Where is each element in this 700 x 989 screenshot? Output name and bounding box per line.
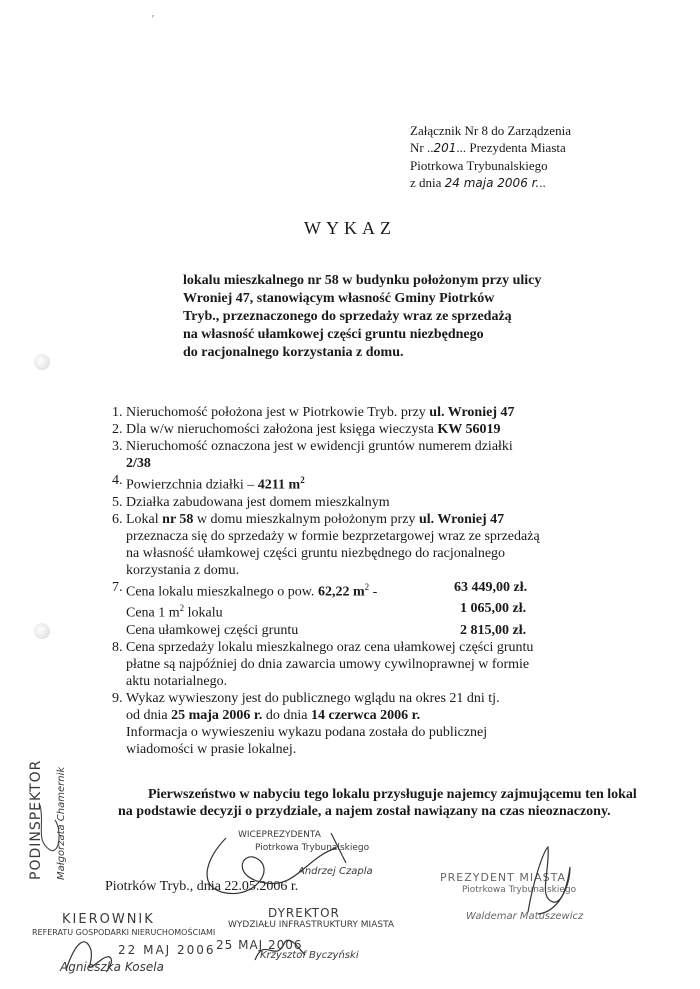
priority-note: Pierwszeństwo w nabyciu tego lokalu przysługuje najemcy zajmującemu ten lokal na podstawie decyzji o przydziale, a najem został nawiązany na czas nieoznaczony.: [118, 787, 637, 819]
stamp-dyrektor-title: DYREKTOR: [268, 906, 340, 920]
header-line-3: Piotrkowa Trybunalskiego: [410, 158, 548, 173]
subject-line: do racjonalnego korzystania z domu.: [183, 345, 404, 360]
header-line-2: Nr ..201... Prezydenta Miasta: [410, 140, 566, 155]
date-stamp-2: 25 MAJ 2006: [216, 938, 303, 952]
date-stamp-1: 22 MAJ 2006: [118, 943, 216, 957]
subject-line: lokalu mieszkalnego nr 58 w budynku położonym przy ulicy: [183, 273, 542, 288]
subject-line: Tryb., przeznaczonego do sprzedaży wraz ze sprzedażą: [183, 309, 512, 324]
signature-podinspektor: [30, 800, 70, 860]
punch-hole-top: [34, 354, 50, 370]
price-per-m2: 1 065,00 zł.: [460, 601, 527, 617]
price-flat: 63 449,00 zł.: [454, 579, 528, 595]
signature-dyrektor: [250, 930, 310, 970]
stamp-vice-title: WICEPREZYDENTA: [238, 830, 321, 840]
stamp-dyrektor-dept: WYDZIAŁU INFRASTRUKTURY MIASTA: [228, 920, 395, 930]
list-item: 7. Cena lokalu mieszkalnego o pow. 62,22 $m^2$ - 63 449,00 zł. Cena 1 $m^2$ lokalu 1 065,00 zł. Cena ułamkowej części gruntu 2 815,00 zł.: [112, 579, 528, 638]
list-item: 3. Nieruchomość oznaczona jest w ewidencji gruntów numerem działki 2/38: [112, 439, 513, 471]
header-line-1: Załącznik Nr 8 do Zarządzenia: [410, 123, 571, 138]
handwritten-date: 24 maja 2006 r.: [444, 176, 540, 190]
list-item: 2. Dla w/w nieruchomości założona jest księga wieczysta KW 56019: [112, 422, 501, 437]
subject-line: Wroniej 47, stanowiącym własność Gminy Piotrków: [183, 291, 495, 306]
stray-mark: ′: [152, 14, 155, 25]
document-title: WYKAZ: [304, 218, 396, 238]
list-item: 5. Działka zabudowana jest domem mieszkalnym: [112, 494, 390, 510]
stamp-vice-city: Piotrkowa Trybunalskiego: [255, 843, 370, 853]
stamp-podinspektor: PODINSPEKTOR: [28, 759, 44, 880]
stamp-dyrektor-name: Krzysztof Byczyński: [260, 950, 359, 961]
stamp-podinspektor-name: Małgorzata Chamernik: [56, 766, 67, 880]
stamp-president-city: Piotrkowa Trybunalskiego: [462, 885, 577, 895]
document-header: [410, 122, 571, 192]
signature-vice-president: [186, 818, 386, 908]
header-line-4: z dnia 24 maja 2006 r...: [410, 175, 546, 190]
list-item: 6. Lokal nr 58 w domu mieszkalnym położonym przy ul. Wroniej 47 przeznacza się do sprzedaży w formie bezprzetargowej wraz ze sprzedażą na własność ułamkowej części gruntu niezbędnego do racjonalnego korzystania z domu.: [112, 511, 540, 578]
subject-line: na własność ułamkowej części gruntu niezbędnego: [183, 327, 484, 342]
list-item: 8. Cena sprzedaży lokalu mieszkalnego oraz cena ułamkowej części gruntu płatne są najpóźniej do dnia zawarcia umowy cywilnoprawnej w formie aktu notarialnego.: [112, 639, 534, 689]
stamp-vice-name: Andrzej Czapla: [298, 866, 373, 877]
punch-hole-bottom: [34, 623, 50, 639]
stamp-kierownik-name: Agnieszka Kosela: [60, 960, 164, 974]
document-subject: [183, 272, 603, 362]
list-item: 1. Nieruchomość położona jest w Piotrkowie Tryb. przy ul. Wroniej 47: [112, 405, 515, 420]
list-item: 4. Powierzchnia działki – 4211 $m^2$: [112, 473, 305, 493]
price-land: 2 815,00 zł.: [460, 622, 527, 638]
place-and-date: Piotrków Tryb., dnia 22.05.2006 r.: [105, 879, 299, 894]
signature-president: [508, 842, 588, 922]
stamp-kierownik-dept: REFERATU GOSPODARKI NIERUCHOMOŚCIAMI: [32, 928, 216, 937]
list-item: 9. Wykaz wywieszony jest do publicznego wglądu na okres 21 dni tj. od dnia 25 maja 2006 r. do dnia 14 czerwca 2006 r. Informacja o wywieszeniu wykazu podana została do publicznej wiadomości w prasie lokalnej.: [112, 690, 500, 757]
stamp-kierownik-title: KIEROWNIK: [62, 912, 155, 927]
stamp-president-title: PREZYDENT MIASTA: [440, 871, 566, 884]
handwritten-number: 201: [433, 141, 457, 155]
signature-kierownik: [56, 930, 126, 980]
item-list: [112, 404, 652, 758]
stamp-president-name: Waldemar Matuszewicz: [466, 911, 584, 922]
